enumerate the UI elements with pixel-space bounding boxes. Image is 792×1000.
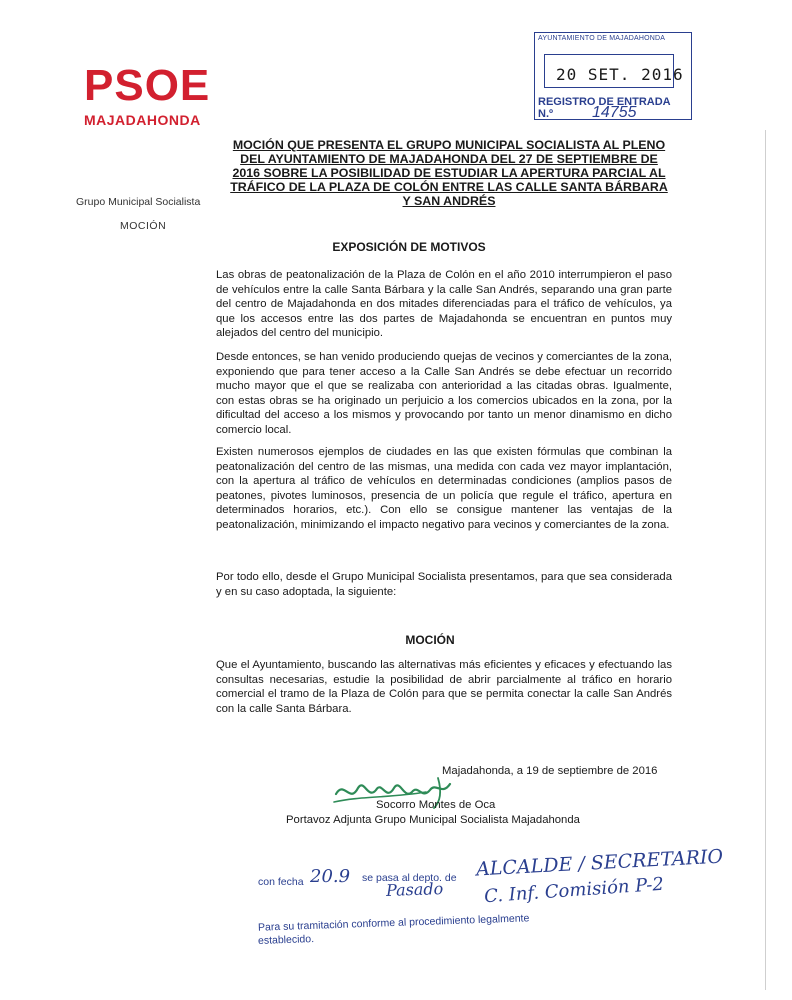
document-title: MOCIÓN QUE PRESENTA EL GRUPO MUNICIPAL SOCIALISTA AL PLENO DEL AYUNTAMIENTO DE MAJADAHONDA DEL 27 DE SEPTIEMBRE DE 2016 SOBRE LA POSIBILIDAD DE ESTUDIAR LA APERTURA PARCIAL AL TRÁFICO DE LA PLAZA DE COLÓN ENTRE LAS CALLE SANTA BÁRBARA Y SAN ANDRÉS: [230, 138, 668, 208]
section-heading-mocion: MOCIÓN: [405, 633, 455, 647]
signatory-name: Socorro Montes de Oca: [376, 799, 496, 811]
signature-place-date: Majadahonda, a 19 de septiembre de 2016: [442, 765, 658, 777]
signatory-role: Portavoz Adjunta Grupo Municipal Socialista Majadahonda: [286, 814, 580, 826]
annotation-hand-date: 20.9: [310, 866, 351, 887]
stamp-date: 20 SET. 2016: [556, 65, 684, 84]
sidebar-group-label: Grupo Municipal Socialista: [76, 196, 201, 208]
sidebar-doc-type: MOCIÓN: [120, 220, 167, 232]
stamp-header: AYUNTAMIENTO DE MAJADAHONDA: [538, 35, 666, 42]
logo-text: PSOE: [84, 61, 211, 110]
section-heading-expo: EXPOSICIÓN DE MOTIVOS: [332, 240, 486, 254]
stamp-number-label: N.º: [538, 108, 554, 120]
stamp-number-value: 14755: [592, 104, 637, 121]
psoe-logo: [84, 61, 224, 128]
paragraph: Las obras de peatonalización de la Plaza de Colón en el año 2010 interrumpieron el paso de vehículos entre la calle Santa Bárbara y la calle San Andrés, separando una gran parte del centro de Majadahonda en dos mitades diferenciadas para el tráfico de vehículos, ya que los accesos entre las dos partes de Majadahonda se encuentran en puntos muy alejados del centro del municipio.: [216, 269, 672, 339]
motion-paragraph: Que el Ayuntamiento, buscando las alternativas más eficientes y eficaces y efectuando las consultas necesarias, estudie la posibilidad de abrir parcialmente al tráfico en horario comercial el tramo de la Plaza de Colón para que se permita conectar la calle San Andrés con la calle Santa Bárbara.: [216, 659, 672, 715]
annotation-printed-c: Para su tramitación conforme al procedimiento legalmente: [257, 912, 530, 934]
paragraph: Desde entonces, se han venido produciendo quejas de vecinos y comerciantes de la zona, exponiendo que para tener acceso a la Calle San Andrés se debe efectuar un recorrido mucho mayor que el que se realizaba con anterioridad a las citadas obras. Igualmente, con estas obras se ha originado un perjuicio a los comercios ubicados en la zona, por la dificultad del acceso a los mismos y provocando por tanto un menor dinamismo en dicho comercio local.: [216, 351, 672, 436]
scan-edge-line: [765, 130, 766, 990]
annotation-printed-a: con fecha: [258, 876, 304, 888]
annotation-handwritten-1: ALCALDE / SECRETARIO: [475, 845, 724, 881]
annotation-printed-b: se pasa al depto. de: [362, 872, 457, 884]
logo-subtitle: MAJADAHONDA: [84, 112, 201, 128]
annotation-handwritten-2: Pasado: [385, 879, 444, 900]
stamp-registry-label: REGISTRO DE ENTRADA: [538, 96, 671, 108]
annotation-printed-d: establecido.: [257, 933, 315, 947]
registry-stamp: [534, 32, 692, 122]
paragraph: Por todo ello, desde el Grupo Municipal Socialista presentamos, para que sea considerada y en su caso adoptada, la siguiente:: [216, 571, 672, 598]
annotation-handwritten-3: C. Inf. Comisión P-2: [483, 873, 665, 908]
paragraph: Existen numerosos ejemplos de ciudades en las que existen fórmulas que combinan la peatonalización del centro de las mismas, una medida con cada vez mayor implantación, con la apertura al tráfico de vehículos en determinadas condiciones (amplios pasos de peatones, pivotes luminosos, presencia de un policía que regule el tráfico, apertura en determinados horarios, etc.). Con ello se consigue mantener las ventajas de la peatonalización, minimizando el impacto negativo para vecinos y comerciantes de la zona.: [216, 446, 672, 531]
